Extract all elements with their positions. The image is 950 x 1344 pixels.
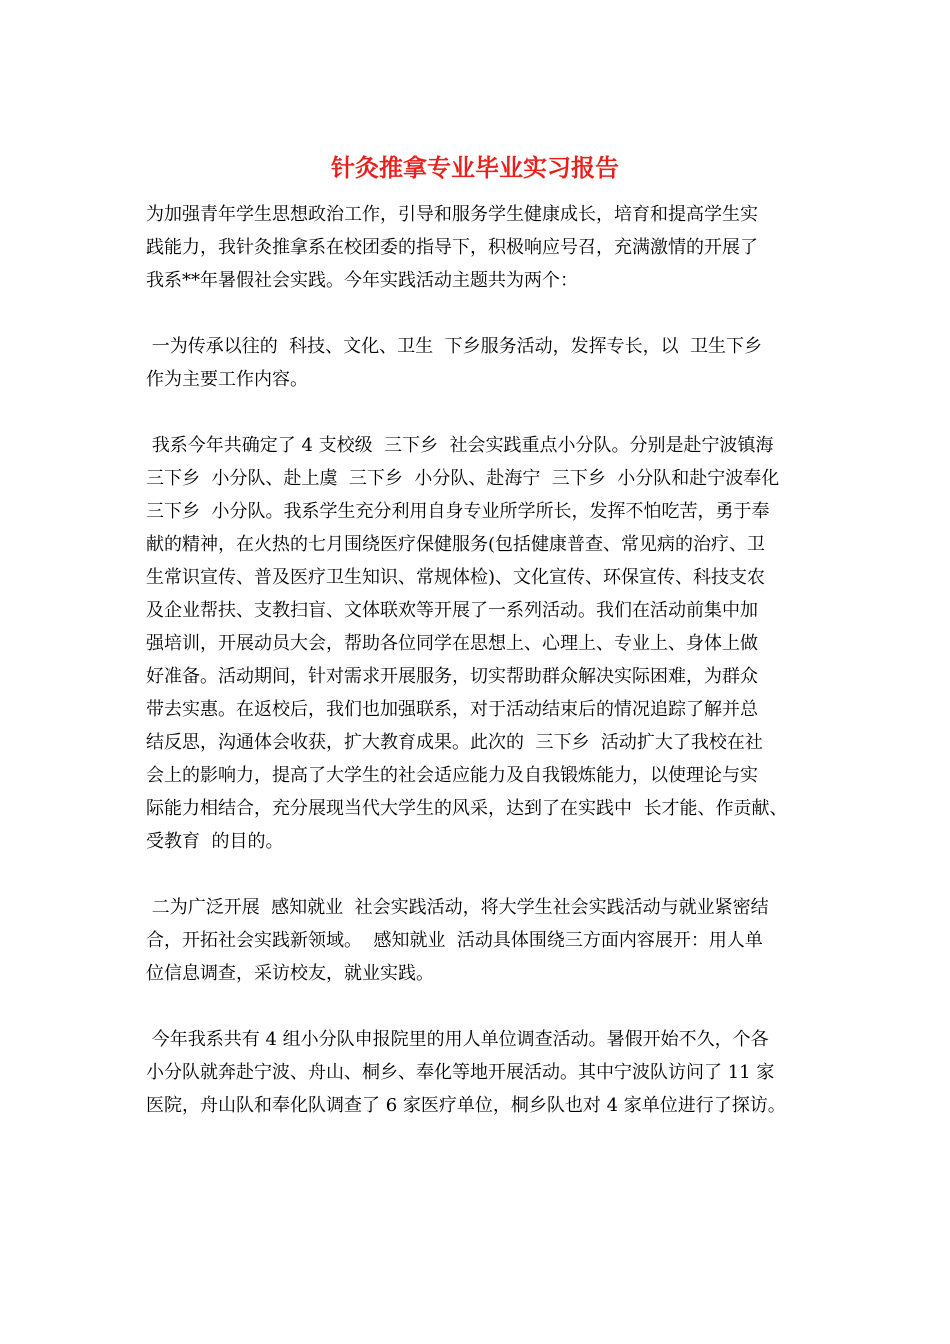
paragraph-line: 际能力相结合，充分展现当代大学生的风采，达到了在实践中 长才能、作贡献、 bbox=[146, 798, 788, 819]
paragraph bbox=[146, 429, 826, 858]
paragraph-line: 为加强青年学生思想政治工作，引导和服务学生健康成长，培育和提高学生实 bbox=[146, 204, 758, 225]
paragraph-line: 作为主要工作内容。 bbox=[146, 369, 308, 390]
paragraph-line: 小分队就奔赴宁波、舟山、桐乡、奉化等地开展活动。其中宁波队访问了 11 家 bbox=[146, 1062, 775, 1083]
paragraph bbox=[146, 330, 826, 396]
paragraph-line: 三下乡 小分队、赴上虞 三下乡 小分队、赴海宁 三下乡 小分队和赴宁波奉化 bbox=[146, 468, 780, 489]
paragraph-spacer bbox=[146, 990, 826, 1023]
paragraph-line: 位信息调查，采访校友，就业实践。 bbox=[146, 963, 434, 984]
paragraph-line: 强培训，开展动员大会，帮助各位同学在思想上、心理上、专业上、身体上做 bbox=[146, 633, 758, 654]
paragraph-line: 结反思，沟通体会收获，扩大教育成果。此次的 三下乡 活动扩大了我校在社 bbox=[146, 732, 763, 753]
paragraph-line: 医院，舟山队和奉化队调查了 6 家医疗单位，桐乡队也对 4 家单位进行了探访。 bbox=[146, 1095, 786, 1116]
paragraph-line: 生常识宣传、普及医疗卫生知识、常规体检)、文化宣传、环保宣传、科技支农 bbox=[146, 567, 766, 588]
paragraph-line: 合，开拓社会实践新领域。 感知就业 活动具体围绕三方面内容展开：用人单 bbox=[146, 930, 763, 951]
paragraph-line: 二为广泛开展 感知就业 社会实践活动，将大学生社会实践活动与就业紧密结 bbox=[146, 897, 769, 918]
paragraph-line: 带去实惠。在返校后，我们也加强联系，对于活动结束后的情况追踪了解并总 bbox=[146, 699, 758, 720]
paragraph-line: 献的精神，在火热的七月围绕医疗保健服务(包括健康普查、常见病的治疗、卫 bbox=[146, 534, 766, 555]
paragraph-line: 会上的影响力，提高了大学生的社会适应能力及自我锻炼能力，以使理论与实 bbox=[146, 765, 758, 786]
paragraph-line: 践能力，我针灸推拿系在校团委的指导下，积极响应号召，充满激情的开展了 bbox=[146, 237, 758, 258]
paragraph-line: 今年我系共有 4 组小分队申报院里的用人单位调查活动。暑假开始不久，个各 bbox=[146, 1029, 769, 1050]
paragraph-line: 我系**年暑假社会实践。今年实践活动主题共为两个： bbox=[146, 270, 578, 291]
paragraph-spacer bbox=[146, 858, 826, 891]
paragraph-line: 好准备。活动期间，针对需求开展服务，切实帮助群众解决实际困难，为群众 bbox=[146, 666, 758, 687]
document-body bbox=[146, 198, 826, 1122]
paragraph-spacer bbox=[146, 297, 826, 330]
paragraph-line: 我系今年共确定了 4 支校级 三下乡 社会实践重点小分队。分别是赴宁波镇海 bbox=[146, 435, 774, 456]
paragraph-line: 三下乡 小分队。我系学生充分利用自身专业所学所长，发挥不怕吃苦，勇于奉 bbox=[146, 501, 770, 522]
document-title: 针灸推拿专业毕业实习报告 bbox=[331, 154, 619, 182]
paragraph bbox=[146, 198, 826, 297]
paragraph bbox=[146, 1023, 826, 1122]
paragraph bbox=[146, 891, 826, 990]
paragraph-line: 及企业帮扶、支教扫盲、文体联欢等开展了一系列活动。我们在活动前集中加 bbox=[146, 600, 758, 621]
paragraph-line: 受教育 的目的。 bbox=[146, 831, 284, 852]
paragraph-spacer bbox=[146, 396, 826, 429]
paragraph-line: 一为传承以往的 科技、文化、卫生 下乡服务活动，发挥专长，以 卫生下乡 bbox=[146, 336, 763, 357]
